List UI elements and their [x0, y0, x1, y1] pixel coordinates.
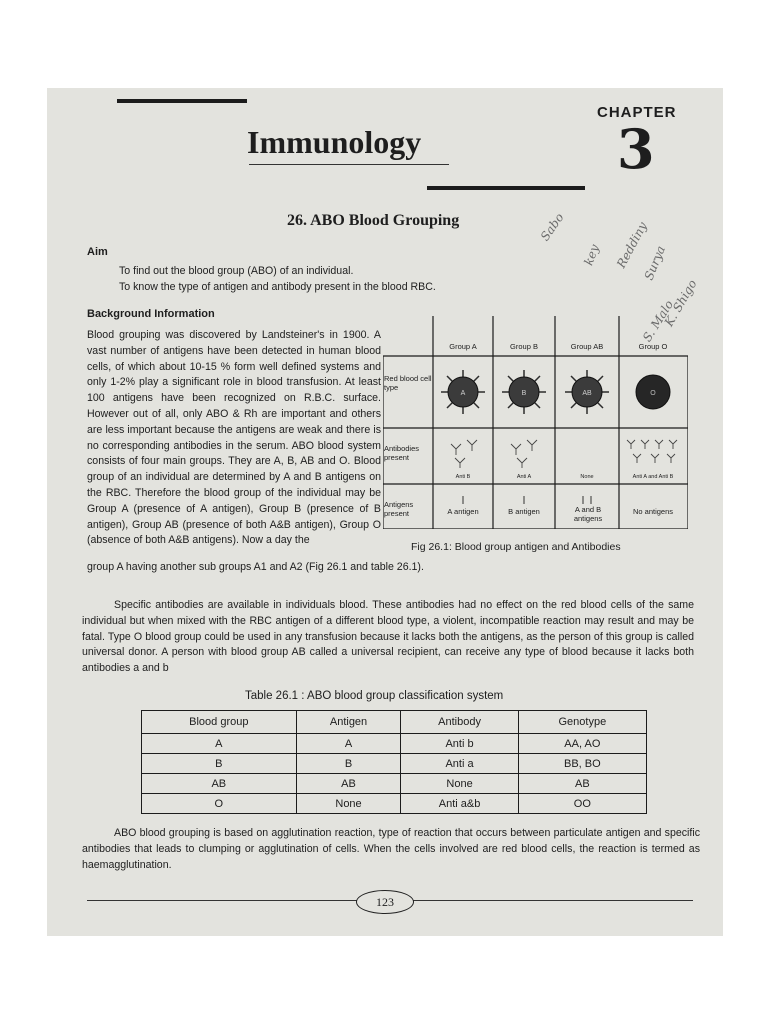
book-page	[47, 88, 723, 936]
table-cell: AB	[296, 774, 401, 794]
margin-note: K. Shigo	[661, 277, 700, 329]
agglutination-paragraph: ABO blood grouping is based on agglutination reaction, type of reaction that occurs between particulate antigen and specific antibodies that leads to clumping or agglutination of cells. When the cells involved are red blood cells, the reaction is termed as haemagglutination.	[82, 827, 700, 871]
table-row	[142, 794, 647, 814]
antigen-label-b: B antigen	[508, 507, 540, 516]
figure-col-group-ab: Group AB	[570, 342, 604, 351]
aim-item: To find out the blood group (ABO) of an individual.	[119, 265, 354, 277]
rbc-label-ab: AB	[582, 390, 592, 397]
table-row	[142, 754, 647, 774]
table-cell: O	[142, 794, 297, 814]
table-cell: Anti a	[401, 754, 518, 774]
margin-note: key	[581, 242, 602, 268]
figure-col-group-a: Group A	[449, 342, 477, 351]
figure-col-group-o: Group O	[638, 342, 668, 351]
rbc-label-a: A	[460, 390, 466, 397]
abo-classification-table	[141, 710, 647, 814]
table-cell: Anti a&b	[401, 794, 518, 814]
table-cell: BB, BO	[518, 754, 646, 774]
page-number: 123	[356, 890, 414, 914]
aim-heading: Aim	[87, 246, 108, 258]
antigen-label-o: No antigens	[632, 507, 674, 516]
rbc-cell-b	[502, 370, 546, 414]
antibody-label-ab: None	[580, 474, 594, 480]
figure-row-antibodies: Antibodies present	[384, 444, 420, 462]
table-header-antibody: Antibody	[401, 711, 518, 734]
table-caption: Table 26.1 : ABO blood group classification system	[245, 690, 504, 702]
table-cell: B	[142, 754, 297, 774]
margin-note: S. Malo	[639, 297, 677, 345]
aim-item: To know the type of antigen and antibody present in the blood RBC.	[119, 280, 436, 293]
antigen-label-a: A antigen	[447, 507, 479, 516]
top-rule	[117, 99, 247, 103]
table-cell: None	[401, 774, 518, 794]
table-cell: A	[296, 734, 401, 754]
specific-antibodies-paragraph: Specific antibodies are available in individuals blood. These antibodies had no effect on the red blood cells of the same individual but when mixed with the RBC antigen of a different blood type, a violent, incompatible reaction may result and may be fatal. Type O blood group could be used in any transfusion because it lacks both the antigens, as the person of this group is called universal donor. A person with blood group AB called a universal recipient, can receive any type of blood because it lacks both antibodies a and b	[82, 599, 694, 675]
margin-note: Surya	[641, 243, 668, 283]
table-row	[142, 774, 647, 794]
table-cell: OO	[518, 794, 646, 814]
background-paragraph: Blood grouping was discovered by Landsteiner's in 1900. A vast number of antigens have been detected in human blood cells, of which about 10-15 % form well defined systems and only 1-2% play a significant role in blood transfusion. At least 100 antigens have been recognized on R.B.C. surface. However out of all, only ABO & Rh are important and others are less important because the antigens are weak and there is no corresponding antibodies in the serum. ABO blood system consists of four main groups. They are A, B, AB and O. Blood group of an individual are determined by A and B antigens on the RBC. Therefore the blood group of the individual may be Group A (presence of A antigen), Group B (presence of B antigen), Group AB (presence of both A&B antigen), Group O (absence of both A&B antigens). Now a day the	[87, 329, 381, 547]
table-header-genotype: Genotype	[518, 711, 646, 734]
antigen-label-ab: A and B antigens	[573, 506, 603, 523]
chapter-label: CHAPTER	[597, 104, 677, 121]
antibody-glyphs	[451, 440, 677, 468]
antibody-label-a: Anti B	[455, 474, 471, 480]
background-heading: Background Information	[87, 308, 215, 320]
table-cell: AB	[518, 774, 646, 794]
antibody-label-o: Anti A and Anti B	[632, 474, 674, 480]
blood-group-figure	[383, 316, 688, 529]
rbc-label-b: B	[521, 390, 527, 397]
rbc-cell-o	[636, 375, 670, 409]
title-underline	[249, 164, 449, 165]
table-cell: None	[296, 794, 401, 814]
figure-col-group-b: Group B	[510, 342, 538, 351]
title-rule	[427, 186, 585, 190]
table-header-row	[142, 711, 647, 734]
experiment-title: 26. ABO Blood Grouping	[287, 212, 460, 229]
table-cell: AA, AO	[518, 734, 646, 754]
chapter-title: Immunology	[247, 124, 422, 160]
rbc-cell-ab	[565, 370, 609, 414]
margin-note: Sabo	[537, 210, 567, 244]
figure-row-antigens: Antigens present	[384, 500, 414, 518]
table-header-blood-group: Blood group	[142, 711, 297, 734]
aim-list	[119, 264, 539, 296]
margin-note: Reddiny	[614, 219, 650, 271]
rbc-label-o: O	[650, 390, 656, 397]
rbc-cell-a	[441, 370, 485, 414]
table-cell: B	[296, 754, 401, 774]
table-cell: Anti b	[401, 734, 518, 754]
table-row	[142, 734, 647, 754]
table-cell: AB	[142, 774, 297, 794]
figure-row-rbc: Red blood cell type	[384, 374, 432, 392]
figure-caption: Fig 26.1: Blood group antigen and Antibodies	[411, 541, 621, 553]
table-cell: A	[142, 734, 297, 754]
chapter-number: 3	[617, 117, 655, 181]
table-header-antigen: Antigen	[296, 711, 401, 734]
background-continuation: group A having another sub groups A1 and A2 (Fig 26.1 and table 26.1).	[87, 561, 424, 573]
antibody-label-b: Anti A	[516, 474, 532, 480]
